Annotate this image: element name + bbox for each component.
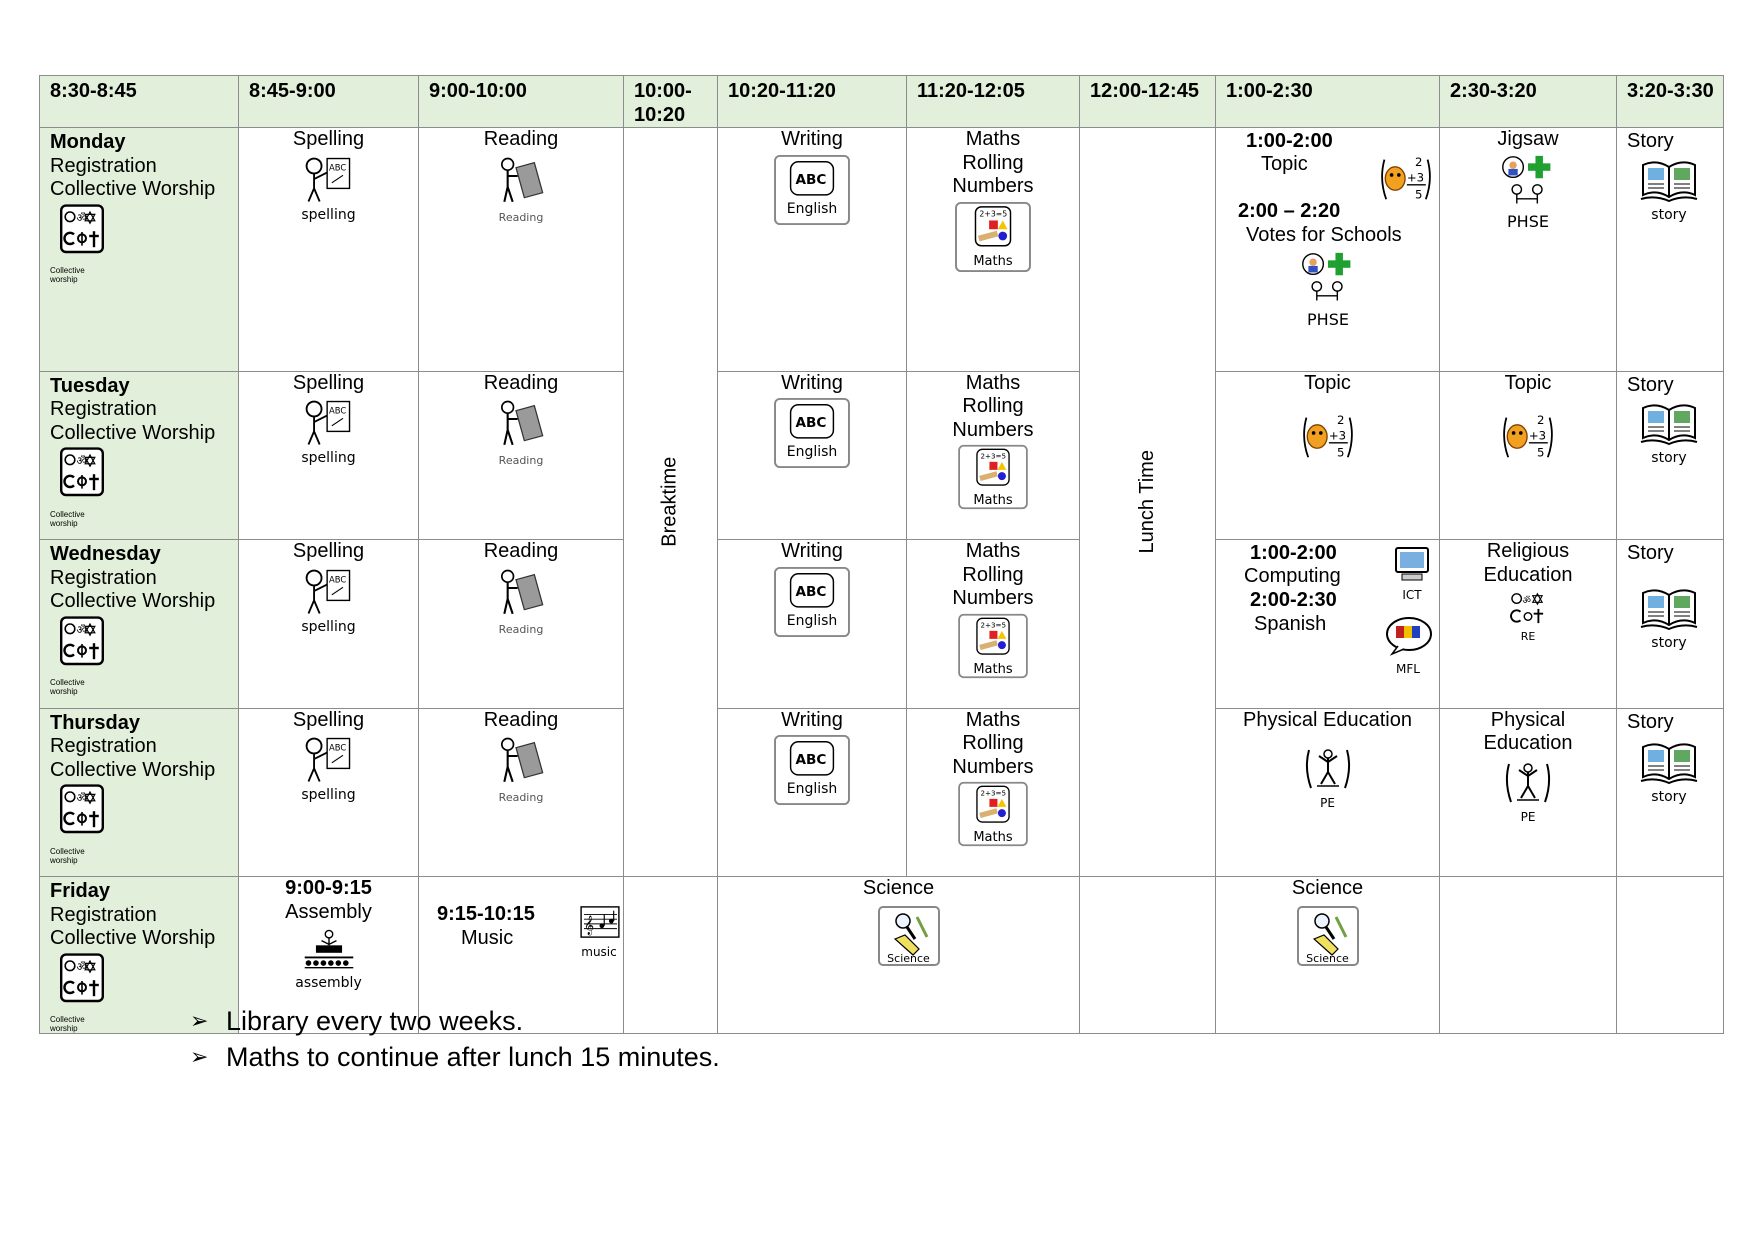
cell-assembly: 9:00-9:15 Assembly assembly <box>239 877 419 1034</box>
re-icon <box>1509 591 1547 625</box>
cell-topic: Topic <box>1216 371 1440 539</box>
cell-science: Science Science <box>1216 877 1440 1034</box>
spelling-icon <box>301 736 357 784</box>
cell-music: 9:15-10:15 Music music <box>419 877 624 1034</box>
pe-icon <box>1303 746 1353 792</box>
header-time: 10:00-10:20 <box>624 76 718 128</box>
cell-writing: Writing English <box>718 540 907 708</box>
timetable <box>39 75 1724 1034</box>
cell-writing: Writing English <box>718 708 907 876</box>
topic-icon <box>1301 411 1355 463</box>
row-monday <box>40 128 1724 372</box>
collective-worship-icon <box>50 953 114 1009</box>
breaktime-cell <box>624 128 718 877</box>
story-icon <box>1639 586 1699 632</box>
reading-icon <box>493 736 549 786</box>
row-thursday <box>40 708 1724 876</box>
notes-list <box>190 1003 720 1075</box>
cell-writing: Writing English <box>718 128 907 372</box>
cell-spelling: Spelling spelling <box>239 540 419 708</box>
cell-reading: Reading Reading <box>419 371 624 539</box>
cell-science: Science Science <box>718 877 1080 1034</box>
story-icon <box>1639 740 1699 786</box>
collective-worship-icon <box>50 204 114 260</box>
story-icon <box>1639 158 1699 204</box>
header-time: 8:30-8:45 <box>40 76 239 128</box>
header-time: 8:45-9:00 <box>239 76 419 128</box>
day-cell-tuesday: Tuesday Registration Collective Worship Collective worship <box>40 371 239 539</box>
day-cell-wednesday: Wednesday Registration Collective Worship Collective worship <box>40 540 239 708</box>
day-cell-thursday: Thursday Registration Collective Worship Collective worship <box>40 708 239 876</box>
mfl-icon <box>1384 616 1434 656</box>
cell-jigsaw: Jigsaw PHSE <box>1440 128 1617 372</box>
phse-icon <box>1498 154 1558 210</box>
lunch-cell <box>1080 128 1216 877</box>
pe-icon <box>1503 760 1553 806</box>
day-cell-monday <box>40 128 239 372</box>
cell-story: Story story <box>1617 371 1724 539</box>
music-icon <box>579 905 621 939</box>
cell-story: Story story <box>1617 540 1724 708</box>
cell-physical-education: Physical Education PE <box>1440 708 1617 876</box>
assembly-icon <box>301 928 357 972</box>
cell-physical-education: Physical Education PE <box>1216 708 1440 876</box>
header-time: 11:20-12:05 <box>907 76 1080 128</box>
cell-spelling: Spelling spelling <box>239 128 419 372</box>
header-time: 2:30-3:20 <box>1440 76 1617 128</box>
cell-maths: Maths Rolling Numbers Maths <box>907 371 1080 539</box>
cell-writing: Writing English <box>718 371 907 539</box>
subject-label: Spelling <box>292 128 365 150</box>
row-wednesday <box>40 540 1724 708</box>
arrow-bullet-icon: ➢ <box>190 1008 209 1033</box>
cell-monday-afternoon: 1:00-2:00 Topic 2:00 – 2:20 Votes for Schools PHSE <box>1216 128 1440 372</box>
empty-cell <box>1440 877 1617 1034</box>
spelling-icon <box>301 399 357 447</box>
empty-cell <box>1617 877 1724 1034</box>
header-time: 9:00-10:00 <box>419 76 624 128</box>
subject-label: Writing <box>781 128 843 150</box>
row-tuesday <box>40 371 1724 539</box>
reading-icon <box>493 568 549 618</box>
ict-icon <box>1392 546 1432 582</box>
cell-wednesday-afternoon: 1:00-2:00 Computing 2:00-2:30 Spanish ICT MFL <box>1216 540 1440 708</box>
header-row <box>40 76 1724 128</box>
header-time: 10:20-11:20 <box>718 76 907 128</box>
spelling-icon <box>301 568 357 616</box>
topic-icon <box>1379 153 1433 205</box>
cell-spelling: Spelling spelling <box>239 708 419 876</box>
cell-reading: Reading Reading <box>419 540 624 708</box>
note-item: ➢ Library every two weeks. <box>190 1003 720 1039</box>
worship-symbol: Collective worship <box>50 204 114 285</box>
cell-story: Story story <box>1617 708 1724 876</box>
empty-cell <box>1080 877 1216 1034</box>
day-cell-friday: Friday Registration Collective Worship Collective worship <box>40 877 239 1034</box>
registration-label: Registration <box>50 154 157 177</box>
topic-icon <box>1501 411 1555 463</box>
phse-icon <box>1298 251 1358 307</box>
cell-spelling: Spelling spelling <box>239 371 419 539</box>
lunch-label: Lunch Time <box>1135 450 1158 554</box>
collective-worship-icon <box>50 447 114 503</box>
subject-label: Reading <box>483 128 559 150</box>
collective-worship-icon <box>50 616 114 672</box>
arrow-bullet-icon: ➢ <box>190 1044 209 1069</box>
cell-maths: Maths Rolling Numbers Maths <box>907 128 1080 372</box>
cell-maths: Maths Rolling Numbers Maths <box>907 708 1080 876</box>
cell-reading: Reading Reading <box>419 708 624 876</box>
header-time: 12:00-12:45 <box>1080 76 1216 128</box>
note-item: ➢ Maths to continue after lunch 15 minutes. <box>190 1039 720 1075</box>
cell-maths: Maths Rolling Numbers Maths <box>907 540 1080 708</box>
cell-topic: Topic <box>1440 371 1617 539</box>
spelling-icon <box>301 156 357 204</box>
cell-story: Story story <box>1617 128 1724 372</box>
worship-label: Collective Worship <box>50 178 216 200</box>
story-icon <box>1639 401 1699 447</box>
breaktime-label: Breaktime <box>658 456 681 548</box>
reading-icon <box>493 399 549 449</box>
header-time: 3:20-3:30 <box>1617 76 1724 128</box>
reading-icon <box>493 156 549 206</box>
collective-worship-icon <box>50 784 114 840</box>
day-name: Monday <box>50 131 126 153</box>
header-time: 1:00-2:30 <box>1216 76 1440 128</box>
cell-religious-education: Religious Education RE <box>1440 540 1617 708</box>
cell-reading: Reading Reading <box>419 128 624 372</box>
